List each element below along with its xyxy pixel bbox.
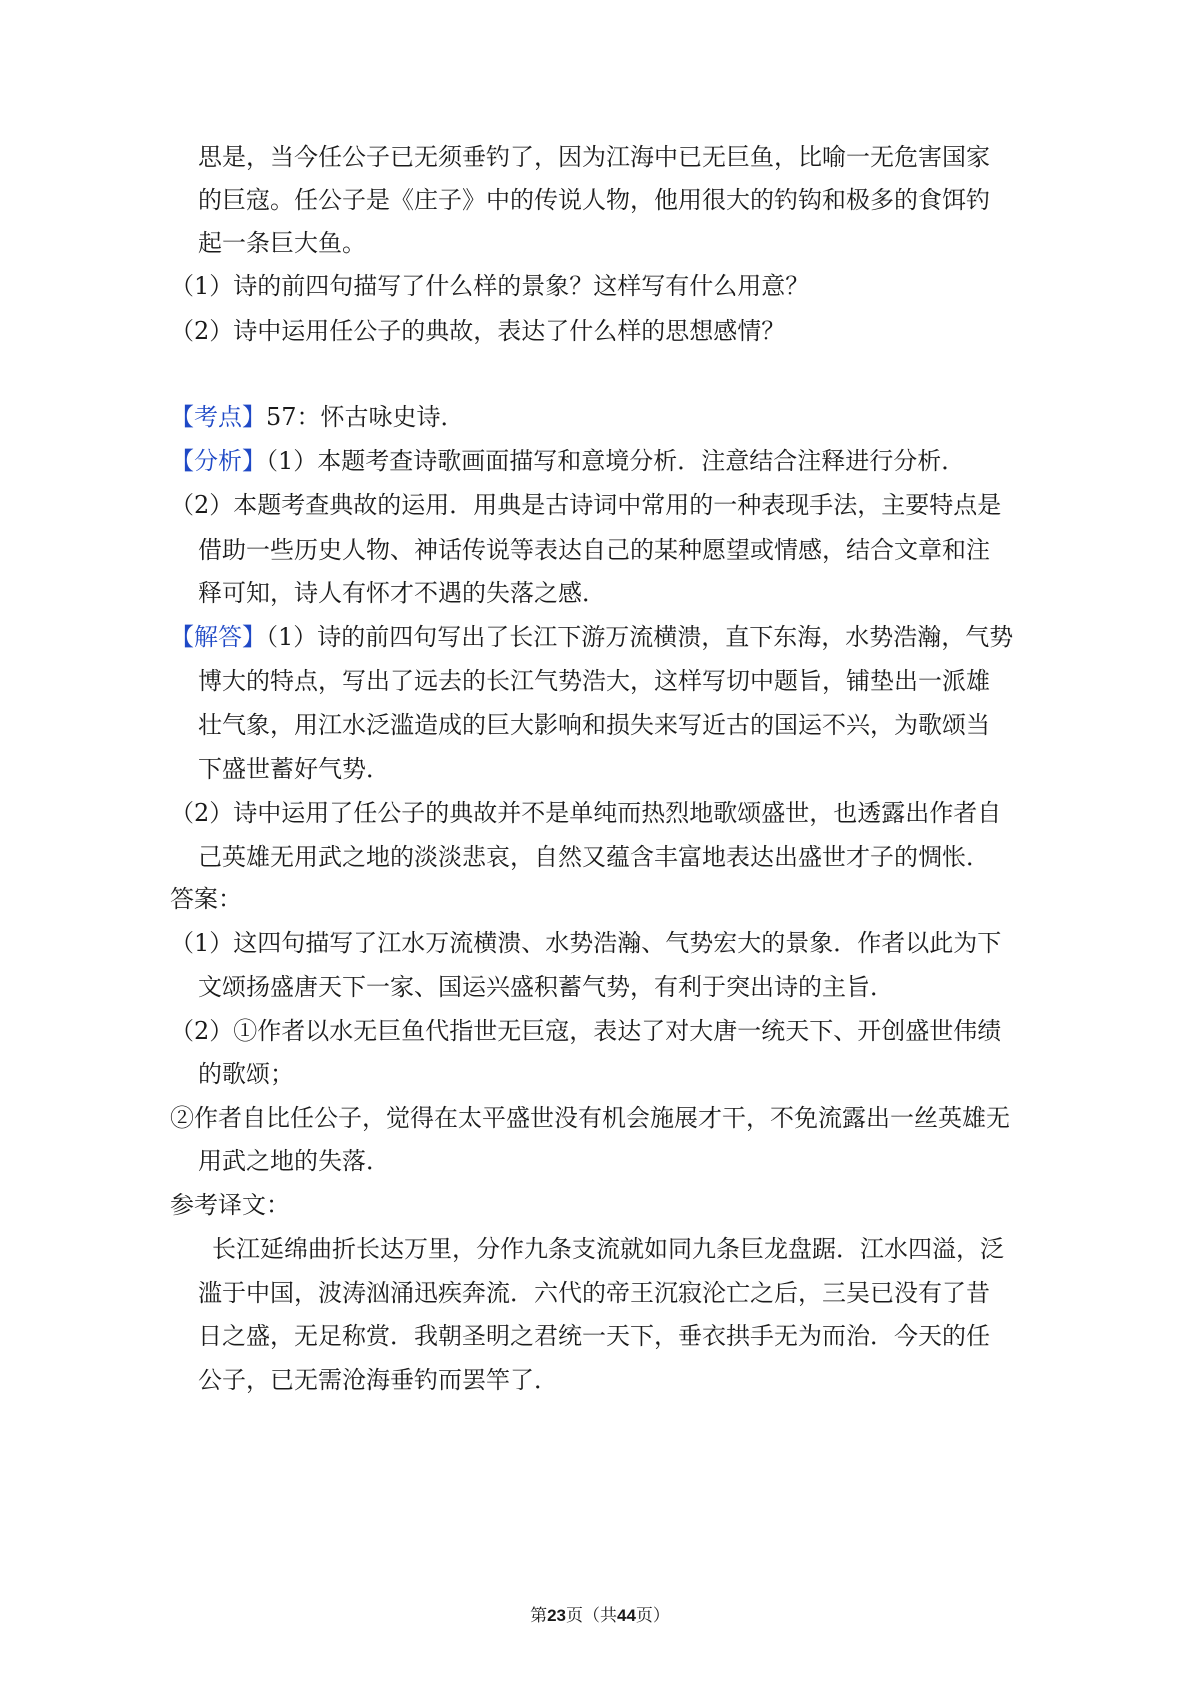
answer-label: 答案： [170,885,242,913]
paragraph-line: 释可知，诗人有怀才不遇的失落之感． [198,579,606,607]
translation-label: 参考译文： [170,1191,290,1219]
paragraph-line: （2）本题考查典故的运用．用典是古诗词中常用的一种表现手法，主要特点是 [170,491,1002,519]
footer-prefix: 第 [530,1606,548,1626]
fenxi-tag: 【分析】 [170,447,266,475]
jieda-line [170,622,1013,652]
question-2: （2）诗中运用任公子的典故，表达了什么样的思想感情？ [170,317,786,345]
jieda-first: （1）诗的前四句写出了长江下游万流横溃，直下东海，水势浩瀚，气势 [266,623,1014,651]
paragraph-line: 壮气象，用江水泛滥造成的巨大影响和损失来写近古的国运不兴，为歌颂当 [198,711,990,739]
page-footer [0,1605,1200,1627]
page-number: 23 [547,1606,566,1625]
paragraph-line: 的巨寇。任公子是《庄子》中的传说人物，他用很大的钓钩和极多的食饵钓 [198,186,990,214]
paragraph-line: 借助一些历史人物、神话传说等表达自己的某种愿望或情感，结合文章和注 [198,536,990,564]
paragraph-line: （2）诗中运用了任公子的典故并不是单纯而热烈地歌颂盛世，也透露出作者自 [170,799,1002,827]
paragraph-line: （1）这四句描写了江水万流横溃、水势浩瀚、气势宏大的景象．作者以此为下 [170,929,1002,957]
total-pages: 44 [617,1606,636,1625]
paragraph-line: （2）①作者以水无巨鱼代指世无巨寇，表达了对大唐一统天下、开创盛世伟绩 [170,1017,1002,1045]
paragraph-line: 文颂扬盛唐天下一家、国运兴盛积蓄气势，有利于突出诗的主旨． [198,973,894,1001]
paragraph-line: ②作者自比任公子，觉得在太平盛世没有机会施展才干，不免流露出一丝英雄无 [170,1104,1010,1132]
paragraph-line: 博大的特点，写出了远去的长江气势浩大，这样写切中题旨，铺垫出一派雄 [198,667,990,695]
paragraph-line: 思是，当今任公子已无须垂钓了，因为江海中已无巨鱼，比喻一无危害国家 [198,143,990,171]
paragraph-line: 下盛世蓄好气势． [198,755,390,783]
paragraph-line: 起一条巨大鱼。 [198,229,366,257]
paragraph-line: 己英雄无用武之地的淡淡悲哀，自然又蕴含丰富地表达出盛世才子的惆怅． [198,843,990,871]
footer-middle: 页（共 [566,1606,617,1626]
footer-suffix: 页） [635,1606,670,1626]
question-1: （1）诗的前四句描写了什么样的景象？这样写有什么用意？ [170,272,810,300]
paragraph-line: 长江延绵曲折长达万里，分作九条支流就如同九条巨龙盘踞．江水四溢，泛 [212,1235,1004,1263]
fenxi-first: （1）本题考查诗歌画面描写和意境分析．注意结合注释进行分析． [266,447,966,475]
paragraph-line: 日之盛，无足称赏．我朝圣明之君统一天下，垂衣拱手无为而治．今天的任 [198,1322,990,1350]
paragraph-line: 公子，已无需沧海垂钓而罢竿了． [198,1366,558,1394]
kaodian-text: 57：怀古咏史诗． [266,403,465,431]
paragraph-line: 滥于中国，波涛汹涌迅疾奔流．六代的帝王沉寂沦亡之后，三吴已没有了昔 [198,1279,990,1307]
fenxi-line [170,446,965,476]
kaodian-line [170,402,465,432]
paragraph-line: 的歌颂； [198,1060,294,1088]
jieda-tag: 【解答】 [170,623,266,651]
paragraph-line: 用武之地的失落． [198,1147,390,1175]
kaodian-tag: 【考点】 [170,403,266,431]
